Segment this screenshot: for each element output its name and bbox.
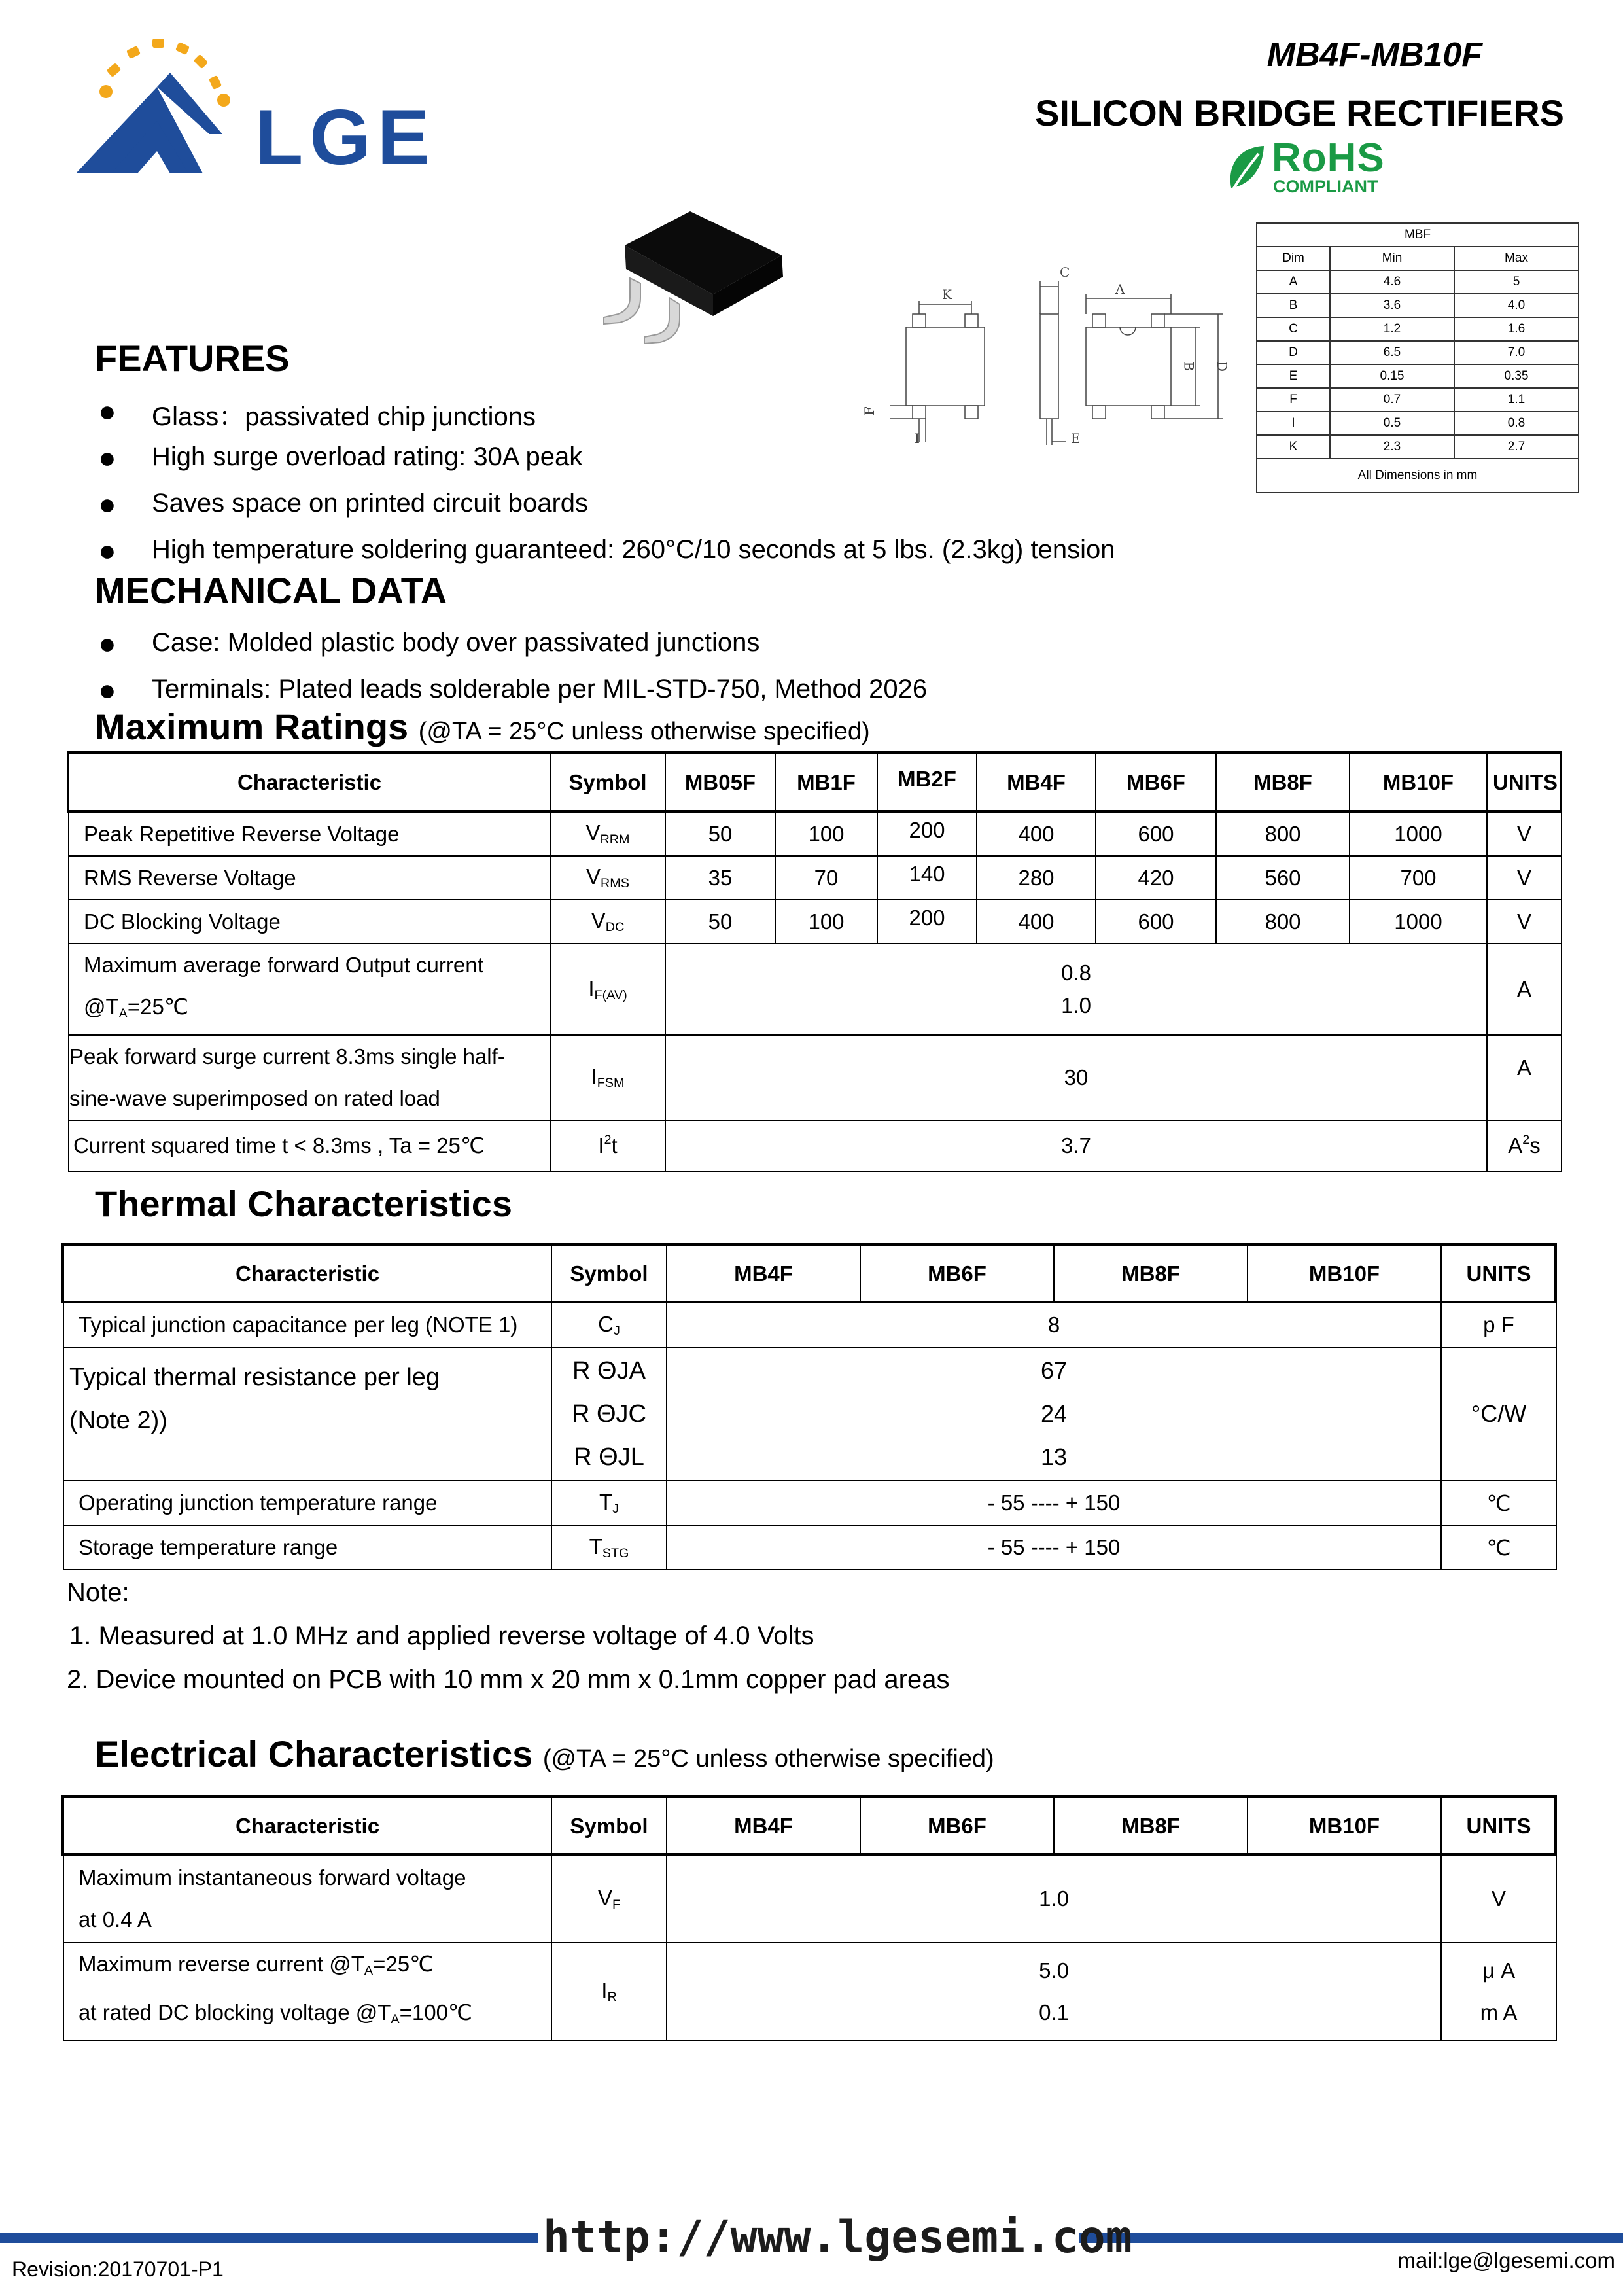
value-cell: 200 <box>877 900 977 944</box>
value-cell: 200 <box>877 812 977 856</box>
table-row <box>69 944 1562 1035</box>
table-row <box>63 1525 1556 1570</box>
column-header: MB6F <box>860 1797 1054 1855</box>
dim-cell: I <box>1257 412 1330 435</box>
table-row <box>63 1303 1556 1347</box>
symbol-cell: $I_R$ <box>551 1943 667 2041</box>
column-header: Symbol <box>550 753 665 812</box>
value-cell: 280 <box>977 856 1096 900</box>
dim-label-k: K <box>942 287 952 302</box>
unit-cell: A <box>1487 944 1562 1035</box>
dim-label-c: C <box>1060 264 1070 280</box>
dim-row <box>1257 388 1579 412</box>
column-header: MB8F <box>1216 753 1350 812</box>
value-cell: 35 <box>665 856 775 900</box>
symbol-cell: $V_{DC}$ <box>550 900 665 944</box>
value-cell: 50 <box>665 900 775 944</box>
dim-cell: 6.5 <box>1330 341 1454 364</box>
column-header: UNITS <box>1441 1245 1556 1303</box>
part-number: MB4F-MB10F <box>1266 36 1482 74</box>
dim-cell: A <box>1257 270 1330 294</box>
column-header: Characteristic <box>63 1245 551 1303</box>
thermal-heading: Thermal Characteristics <box>95 1183 513 1224</box>
electrical-heading: Electrical Characteristics (@TA = 25°C unless otherwise specified) <box>95 1733 994 1775</box>
unit-cell: V <box>1487 900 1562 944</box>
unit-cell: V <box>1487 812 1562 856</box>
column-header: MB05F <box>665 753 775 812</box>
value-cell: 140 <box>877 856 977 900</box>
column-header: MB10F <box>1248 1245 1441 1303</box>
footer-bar-right <box>1079 2233 1623 2243</box>
dim-cell: 0.5 <box>1330 412 1454 435</box>
dim-row <box>1257 270 1579 294</box>
char-cell: Maximum reverse current $@T_A=25℃$ at rated DC blocking voltage $@T_A=100℃$ <box>63 1943 551 2041</box>
value-cell: 1000 <box>1350 812 1487 856</box>
symbol-cell: $V_{RRM}$ <box>550 812 665 856</box>
unit-cell: $A^2s$ <box>1487 1120 1562 1171</box>
symbol-cell: $I_{F(AV)}$ <box>550 944 665 1035</box>
column-header: MB4F <box>977 753 1096 812</box>
max-ratings-table <box>68 752 1562 1172</box>
symbol-cell: $T_{STG}$ <box>551 1525 667 1570</box>
dim-cell: D <box>1257 341 1330 364</box>
dim-cell: 3.6 <box>1330 294 1454 317</box>
symbol-cell: $V_{RMS}$ <box>550 856 665 900</box>
unit-cell: V <box>1487 856 1562 900</box>
unit-cell: V <box>1441 1855 1556 1943</box>
char-cell: Maximum instantaneous forward voltage at 0.4 A <box>63 1855 551 1943</box>
value-cell: 560 <box>1216 856 1350 900</box>
dim-row <box>1257 317 1579 341</box>
value-cell: 800 <box>1216 812 1350 856</box>
table-header-row <box>63 1245 1556 1303</box>
char-cell: Typical junction capacitance per leg (NOTE 1) <box>63 1303 551 1347</box>
rohs-compliant-text: COMPLIANT <box>1273 177 1378 196</box>
value-cell: - 55 ---- + 150 <box>667 1525 1441 1570</box>
table-row <box>63 1481 1556 1525</box>
dimension-table <box>1256 222 1579 493</box>
value-cell: 600 <box>1096 900 1216 944</box>
column-header: MB10F <box>1350 753 1487 812</box>
char-cell: Peak Repetitive Reverse Voltage <box>69 812 550 856</box>
column-header: Characteristic <box>63 1797 551 1855</box>
unit-cell: ℃ <box>1441 1481 1556 1525</box>
value-cell: 600 <box>1096 812 1216 856</box>
dim-label-f: F <box>861 406 877 415</box>
unit-cell: μ A m A <box>1441 1943 1556 2041</box>
rohs-text: RoHS <box>1272 135 1385 181</box>
footer-mail-link[interactable]: mail:lge@lgesemi.com <box>1397 2248 1615 2272</box>
value-cell: 1.0 <box>667 1855 1441 1943</box>
footer-url-link[interactable]: http://www.lgesemi.com <box>543 2212 1132 2263</box>
dim-cell: 4.0 <box>1454 294 1579 317</box>
mechanical-item: ● Case: Molded plastic body over passivated junctions <box>98 626 760 660</box>
dim-cell: K <box>1257 435 1330 459</box>
package-photo <box>592 206 788 350</box>
footer-bar-left <box>0 2233 538 2243</box>
note-item: 1. Measured at 1.0 MHz and applied reverse voltage of 4.0 Volts <box>69 1621 814 1650</box>
dim-cell: 7.0 <box>1454 341 1579 364</box>
column-header: MB4F <box>667 1245 860 1303</box>
value-cell: - 55 ---- + 150 <box>667 1481 1441 1525</box>
dim-cell: 0.35 <box>1454 364 1579 388</box>
char-cell: RMS Reverse Voltage <box>69 856 550 900</box>
column-header: MB6F <box>860 1245 1054 1303</box>
thermal-table <box>63 1245 1557 1570</box>
value-cell: 400 <box>977 812 1096 856</box>
leaf-icon <box>1225 141 1270 200</box>
table-header-row <box>63 1797 1556 1855</box>
dim-cell: 0.8 <box>1454 412 1579 435</box>
dim-row <box>1257 364 1579 388</box>
note-item: 2. Device mounted on PCB with 10 mm x 20 mm x 0.1mm copper pad areas <box>67 1665 950 1694</box>
dim-cell: 1.1 <box>1454 388 1579 412</box>
table-row <box>69 1120 1562 1171</box>
char-cell: Operating junction temperature range <box>63 1481 551 1525</box>
dim-label-a: A <box>1115 281 1125 297</box>
column-header: MB8F <box>1054 1245 1248 1303</box>
table-header-row <box>69 753 1562 812</box>
max-ratings-condition: (@TA = 25°C unless otherwise specified) <box>418 718 870 745</box>
feature-item: ● Glass：passivated chip junctions <box>98 394 536 431</box>
table-row <box>63 1347 1556 1481</box>
value-cell: 8 <box>667 1303 1441 1347</box>
dim-label-d: D <box>1214 361 1230 372</box>
char-cell: DC Blocking Voltage <box>69 900 550 944</box>
table-row <box>69 900 1562 944</box>
dim-cell: C <box>1257 317 1330 341</box>
value-cell: 800 <box>1216 900 1350 944</box>
dim-cell: 0.15 <box>1330 364 1454 388</box>
dim-row <box>1257 412 1579 435</box>
unit-cell: ℃ <box>1441 1525 1556 1570</box>
symbol-cell: $I^2t$ <box>550 1120 665 1171</box>
table-row <box>69 1035 1562 1120</box>
unit-cell: p F <box>1441 1303 1556 1347</box>
char-cell: Maximum average forward Output current $@T_A=25℃$ <box>69 944 550 1035</box>
value-cell: 100 <box>775 900 877 944</box>
electrical-table <box>63 1797 1557 2041</box>
electrical-condition: (@TA = 25°C unless otherwise specified) <box>542 1745 994 1773</box>
column-header: MB2F <box>877 753 977 812</box>
feature-item: ● Saves space on printed circuit boards <box>98 487 589 521</box>
symbol-cell: $T_J$ <box>551 1481 667 1525</box>
dim-row <box>1257 294 1579 317</box>
dim-cell: 0.7 <box>1330 388 1454 412</box>
column-header: Symbol <box>551 1245 667 1303</box>
dim-cell: E <box>1257 364 1330 388</box>
column-header: MB1F <box>775 753 877 812</box>
value-cell: 700 <box>1350 856 1487 900</box>
table-row <box>63 1855 1556 1943</box>
dim-header: Max <box>1454 247 1579 270</box>
char-cell: Current squared time t < 8.3ms , Ta = 25℃ <box>69 1120 550 1171</box>
feature-item: ● High surge overload rating: 30A peak <box>98 440 583 474</box>
value-cell: 67 24 13 <box>667 1347 1441 1481</box>
dim-cell: 2.3 <box>1330 435 1454 459</box>
features-heading: FEATURES <box>95 338 290 379</box>
symbol-cell: $C_J$ <box>551 1303 667 1347</box>
column-header: MB6F <box>1096 753 1216 812</box>
document-title: SILICON BRIDGE RECTIFIERS <box>1035 92 1564 133</box>
mechanical-item: ● Terminals: Plated leads solderable per MIL-STD-750, Method 2026 <box>98 673 928 707</box>
logo-text: LGE <box>255 94 436 181</box>
dim-header: Dim <box>1257 247 1330 270</box>
unit-cell: A <box>1487 1035 1562 1120</box>
rohs-badge <box>1225 135 1395 200</box>
value-cell: 400 <box>977 900 1096 944</box>
column-header: MB10F <box>1248 1797 1441 1855</box>
char-cell: Storage temperature range <box>63 1525 551 1570</box>
column-header: UNITS <box>1441 1797 1556 1855</box>
feature-item: ● High temperature soldering guaranteed: 260°C/10 seconds at 5 lbs. (2.3kg) tension <box>98 533 1115 567</box>
dim-header: Min <box>1330 247 1454 270</box>
value-cell: 1000 <box>1350 900 1487 944</box>
value-cell: 100 <box>775 812 877 856</box>
char-cell: Peak forward surge current 8.3ms single half- sine-wave superimposed on rated load <box>69 1035 550 1120</box>
char-cell: Typical thermal resistance per leg (Note 2)) <box>63 1347 551 1481</box>
table-row <box>69 856 1562 900</box>
column-header: MB4F <box>667 1797 860 1855</box>
symbol-cell: $V_F$ <box>551 1855 667 1943</box>
value-cell: 70 <box>775 856 877 900</box>
dim-cell: 1.6 <box>1454 317 1579 341</box>
dim-cell: 1.2 <box>1330 317 1454 341</box>
value-cell: 50 <box>665 812 775 856</box>
max-ratings-heading: Maximum Ratings (@TA = 25°C unless otherwise specified) <box>95 706 870 747</box>
dim-label-e: E <box>1071 431 1081 446</box>
dimension-drawing <box>850 255 1236 458</box>
column-header: Symbol <box>551 1797 667 1855</box>
value-cell: 5.0 0.1 <box>667 1943 1441 2041</box>
symbol-cell: $I_{FSM}$ <box>550 1035 665 1120</box>
dim-package: MBF <box>1257 223 1579 247</box>
column-header: UNITS <box>1487 753 1562 812</box>
dim-cell: 4.6 <box>1330 270 1454 294</box>
dim-label-b: B <box>1181 361 1197 372</box>
unit-cell: °C/W <box>1441 1347 1556 1481</box>
dim-label-i: I <box>915 431 920 446</box>
dim-row <box>1257 341 1579 364</box>
dim-row <box>1257 435 1579 459</box>
dim-footer: All Dimensions in mm <box>1257 459 1579 493</box>
column-header: Characteristic <box>69 753 550 812</box>
value-cell: 30 <box>665 1035 1487 1120</box>
value-cell: 420 <box>1096 856 1216 900</box>
notes-title: Note: <box>67 1578 130 1607</box>
dim-cell: 5 <box>1454 270 1579 294</box>
table-row <box>69 812 1562 856</box>
value-cell: 0.8 1.0 <box>665 944 1487 1035</box>
symbol-cell: R ΘJA R ΘJC R ΘJL <box>551 1347 667 1481</box>
mechanical-heading: MECHANICAL DATA <box>95 570 447 611</box>
column-header: MB8F <box>1054 1797 1248 1855</box>
revision-text: Revision:20170701-P1 <box>12 2257 224 2281</box>
dim-cell: B <box>1257 294 1330 317</box>
value-cell: 3.7 <box>665 1120 1487 1171</box>
table-row <box>63 1943 1556 2041</box>
dim-cell: 2.7 <box>1454 435 1579 459</box>
dim-cell: F <box>1257 388 1330 412</box>
